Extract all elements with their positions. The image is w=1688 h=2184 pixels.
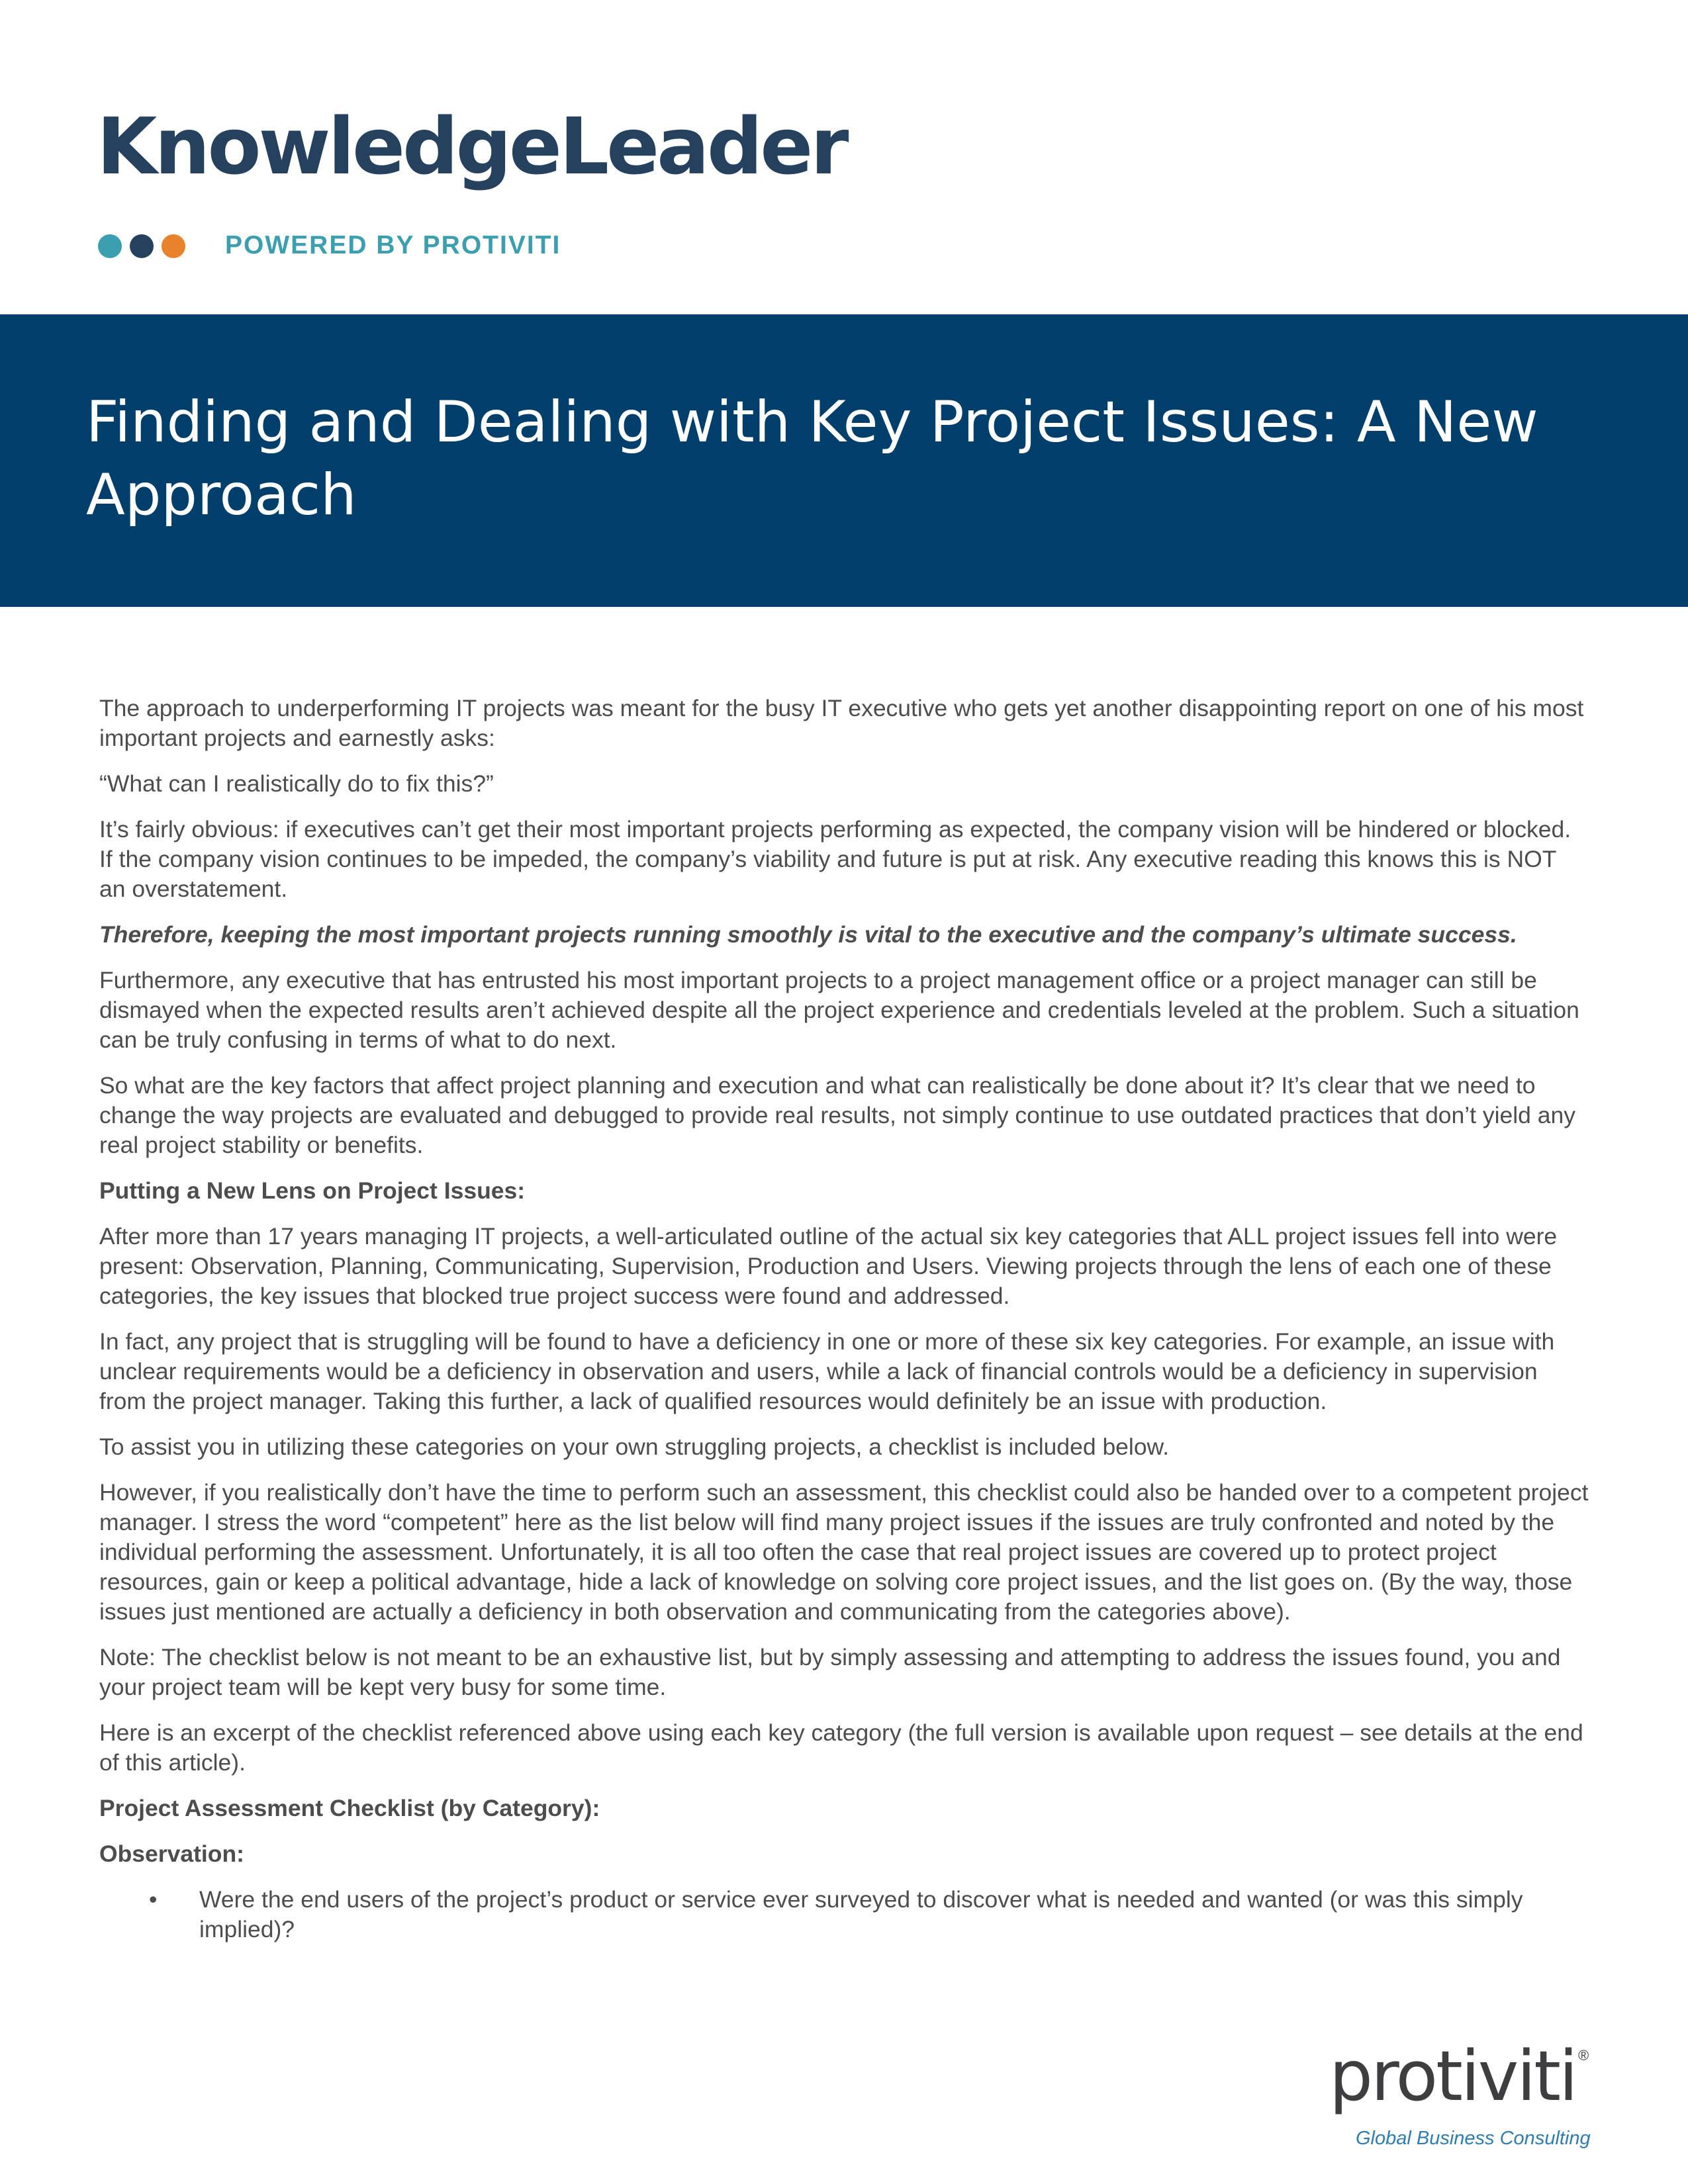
knowledgeleader-logo: KnowledgeLeader [97,101,847,192]
navy-dot-icon [130,234,154,258]
paragraph: It’s fairly obvious: if executives can’t get their most important projects performing as expected, the company vision will be hindered or blocked. If the company vision continues to be impeded, the company’s viability and future is put at risk. Any executive reading this knows this is NOT an overstatement. [99,816,1571,902]
registered-mark: ® [1578,2047,1589,2064]
checklist [99,1885,1589,1944]
document-title: Finding and Dealing with Key Project Issues: A New Approach [86,389,1538,528]
section-heading: Project Assessment Checklist (by Category): [99,1795,600,1821]
paragraph: However, if you realistically don’t have the time to perform such an assessment, this checklist could also be handed over to a competent project manager. I stress the word “competent” here as the list below will find many project issues if the issues are truly confronted and noted by the individual performing the assessment. Unfortunately, it is all too often the case that real project issues are covered up to protect project resources, gain or keep a political advantage, hide a lack of knowledge on solving core project issues, and the list goes on. (By the way, those issues just mentioned are actually a deficiency in both observation and communicating from the categories above). [99,1479,1589,1625]
paragraph: Furthermore, any executive that has entrusted his most important projects to a project management office or a project manager can still be dismayed when the expected results aren’t achieved despite all the project experience and credentials leveled at the problem. Such a situation can be truly confusing in terms of what to do next. [99,967,1579,1053]
paragraph: Note: The checklist below is not meant to be an exhaustive list, but by simply assessing and attempting to address the issues found, you and your project team will be kept very busy for some time. [99,1644,1561,1700]
section-heading: Putting a New Lens on Project Issues: [99,1177,526,1204]
emphasis-paragraph: Therefore, keeping the most important projects running smoothly is vital to the executive and the company’s ultimate success. [99,921,1517,948]
teal-dot-icon [98,234,122,258]
protiviti-tagline: Global Business Consulting [1356,2128,1591,2149]
category-heading: Observation: [99,1841,244,1867]
title-banner [0,314,1688,607]
logo-dots [98,234,185,258]
protiviti-wordmark: protiviti [1329,2036,1576,2116]
paragraph: Here is an excerpt of the checklist referenced above using each key category (the full version is available upon request – see details at the end of this article). [99,1719,1583,1776]
paragraph: “What can I realistically do to fix this?” [99,770,494,797]
checklist-item: • Were the end users of the project’s product or service ever surveyed to discover what is needed and wanted (or was this simply implied)? [199,1885,1589,1944]
orange-dot-icon [162,234,185,258]
article-body [99,694,1589,1944]
paragraph: To assist you in utilizing these categories on your own struggling projects, a checklist is included below. [99,1433,1170,1460]
paragraph: After more than 17 years managing IT projects, a well-articulated outline of the actual six key categories that ALL project issues fell into were present: Observation, Planning, Communicating, Supervision, Production and Users. Viewing projects through the lens of each one of these categories, the key issues that blocked true project success were found and addressed. [99,1223,1558,1309]
powered-by-text: POWERED BY PROTIVITI [225,231,561,259]
paragraph: So what are the key factors that affect project planning and execution and what can realistically be done about it? It’s clear that we need to change the way projects are evaluated and debugged to provide real results, not simply continue to use outdated practices that don’t yield any real project stability or benefits. [99,1072,1576,1158]
paragraph: The approach to underperforming IT projects was meant for the busy IT executive who gets yet another disappointing report on one of his most important projects and earnestly asks: [99,695,1584,751]
protiviti-logo [1329,2036,1594,2149]
paragraph: In fact, any project that is struggling will be found to have a deficiency in one or more of these six key categories. For example, an issue with unclear requirements would be a deficiency in observation and users, while a lack of financial controls would be a deficiency in supervision from the project manager. Taking this further, a lack of qualified resources would definitely be an issue with production. [99,1328,1555,1414]
